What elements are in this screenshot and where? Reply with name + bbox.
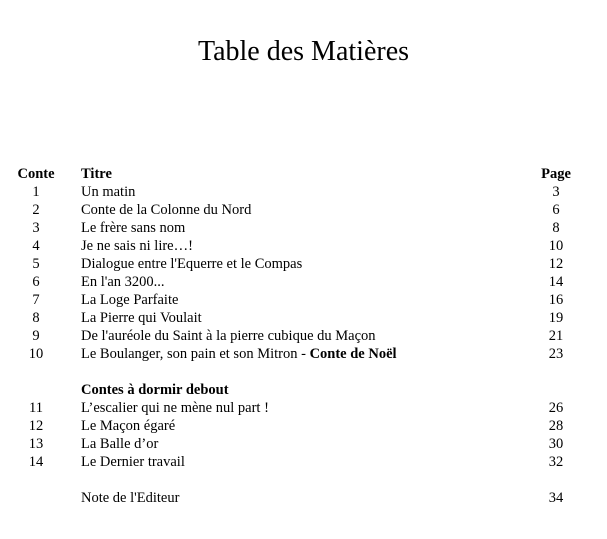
entry-title: La Pierre qui Voulait: [81, 310, 202, 326]
toc-row: [0, 255, 607, 273]
entry-page: 3: [552, 184, 560, 200]
entry-number: 1: [32, 184, 40, 200]
entry-title: Le frère sans nom: [81, 220, 186, 236]
entry-number: 12: [28, 418, 44, 434]
toc-row: [0, 201, 607, 219]
toc-header-row: [0, 165, 607, 183]
entry-title: Note de l'Editeur: [81, 490, 180, 506]
toc-row: [0, 291, 607, 309]
entry-number: 3: [32, 220, 40, 236]
entry-title: Conte de la Colonne du Nord: [81, 202, 252, 218]
toc-row: [0, 489, 607, 507]
entry-page: 26: [548, 400, 564, 416]
toc-row: [0, 453, 607, 471]
entry-number: 13: [28, 436, 44, 452]
entry-page: 16: [548, 292, 564, 308]
header-conte: Conte: [17, 166, 55, 182]
entry-number: 2: [32, 202, 40, 218]
entry-page: 28: [548, 418, 564, 434]
spacer: [0, 363, 607, 381]
entry-page: 6: [552, 202, 560, 218]
entry-title: Dialogue entre l'Equerre et le Compas: [81, 256, 303, 272]
header-titre: Titre: [81, 166, 112, 182]
page-title: Table des Matières: [197, 36, 410, 67]
table-of-contents: [0, 165, 607, 507]
toc-row: [0, 417, 607, 435]
toc-row: [0, 345, 607, 363]
toc-row: [0, 435, 607, 453]
entry-title: De l'auréole du Saint à la pierre cubique du Maçon: [81, 328, 376, 344]
spacer: [0, 471, 607, 489]
entry-page: 32: [548, 454, 564, 470]
entry-page: 12: [548, 256, 564, 272]
header-page: Page: [541, 166, 571, 182]
entry-title: Le Maçon égaré: [81, 418, 176, 434]
entry-number: 14: [28, 454, 44, 470]
entry-title: Le Dernier travail: [81, 454, 185, 470]
toc-row: [0, 399, 607, 417]
entry-page: 14: [548, 274, 564, 290]
entry-number: 6: [32, 274, 40, 290]
entry-number: 11: [29, 400, 43, 416]
section-heading: Contes à dormir debout: [81, 382, 229, 398]
toc-row: [0, 309, 607, 327]
toc-row: [0, 273, 607, 291]
entry-page: 23: [548, 346, 564, 362]
entry-title-text: Le Boulanger, son pain et son Mitron -: [81, 346, 310, 362]
entry-page: 34: [548, 490, 564, 506]
entry-title-bold: Conte de Noël: [309, 346, 397, 362]
entry-number: 10: [28, 346, 44, 362]
entry-number: 4: [32, 238, 40, 254]
toc-row: [0, 237, 607, 255]
entry-page: 19: [548, 310, 564, 326]
entry-page: 10: [548, 238, 564, 254]
toc-row: [0, 327, 607, 345]
entry-title: L’escalier qui ne mène nul part !: [81, 400, 269, 416]
section-heading-row: [0, 381, 607, 399]
entry-title: Je ne sais ni lire…!: [81, 238, 193, 254]
entry-page: 21: [548, 328, 564, 344]
entry-page: 8: [552, 220, 560, 236]
entry-title: La Loge Parfaite: [81, 292, 179, 308]
entry-number: 8: [32, 310, 40, 326]
entry-number: 5: [32, 256, 40, 272]
toc-row: [0, 183, 607, 201]
entry-page: 30: [548, 436, 564, 452]
entry-number: 9: [32, 328, 40, 344]
entry-number: 7: [32, 292, 40, 308]
entry-title: [81, 345, 397, 363]
entry-title: Un matin: [81, 184, 136, 200]
toc-row: [0, 219, 607, 237]
entry-title: La Balle d’or: [81, 436, 159, 452]
entry-title: En l'an 3200...: [81, 274, 165, 290]
